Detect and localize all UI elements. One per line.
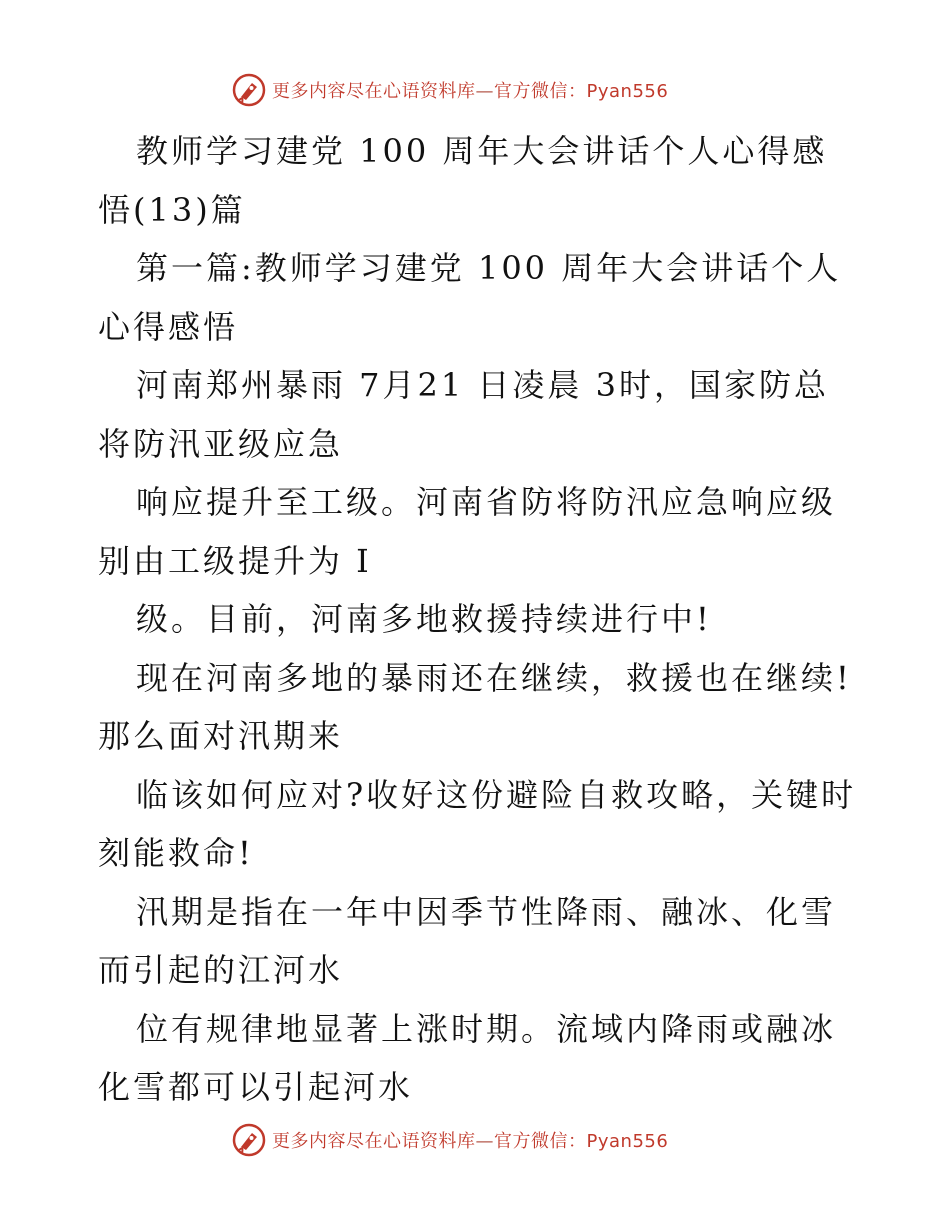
pen-nib-logo-icon (232, 73, 266, 107)
pen-nib-logo-icon (232, 1123, 266, 1157)
document-title: 教师学习建党 100 周年大会讲话个人心得感悟(13)篇 (98, 132, 828, 229)
header-contact-id: Pyan556 (586, 81, 669, 102)
footer-contact-label: 官方微信： (494, 1131, 587, 1152)
paragraph: 临该如何应对?收好这份避险自救攻略，关键时刻能救命! (98, 775, 857, 872)
document-body (98, 122, 858, 1117)
footer-separator: — (475, 1131, 494, 1152)
footer-site-text: 更多内容尽在心语资料库 (272, 1131, 476, 1152)
header-contact-label: 官方微信： (494, 81, 587, 102)
paragraph: 级。目前，河南多地救援持续进行中! (136, 600, 712, 638)
header-banner-text (272, 77, 668, 103)
footer-banner (232, 1122, 668, 1158)
header-banner (232, 72, 668, 108)
header-site-text: 更多内容尽在心语资料库 (272, 81, 476, 102)
footer-contact-id: Pyan556 (586, 1131, 669, 1152)
footer-banner-text (272, 1127, 668, 1153)
paragraph: 汛期是指在一年中因季节性降雨、融冰、化雪而引起的江河水 (98, 892, 837, 989)
paragraph: 响应提升至工级。河南省防将防汛应急响应级别由工级提升为 I (98, 483, 837, 580)
paragraph: 河南郑州暴雨 7月21 日凌晨 3时，国家防总将防汛亚级应急 (98, 366, 829, 463)
section-heading: 第一篇:教师学习建党 100 周年大会讲话个人心得感悟 (98, 249, 842, 346)
header-separator: — (475, 81, 494, 102)
paragraph: 位有规律地显著上涨时期。流域内降雨或融冰化雪都可以引起河水 (98, 1009, 837, 1106)
paragraph: 现在河南多地的暴雨还在继续，救援也在继续!那么面对汛期来 (98, 658, 852, 755)
